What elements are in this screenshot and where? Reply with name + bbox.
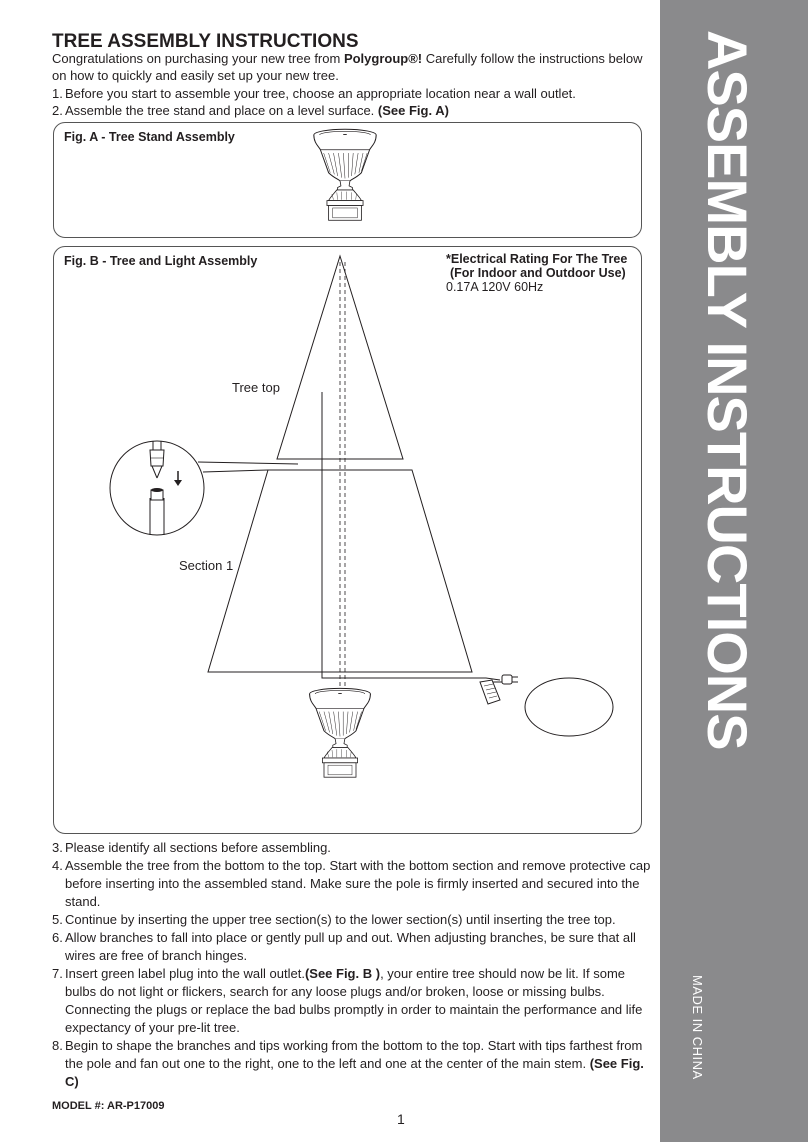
step-text: Before you start to assemble your tree, choose an appropriate location near a wall outlet. bbox=[65, 86, 576, 101]
made-in-label: MADE IN CHINA bbox=[690, 975, 705, 1080]
step-text: Assemble the tree stand and place on a level surface. bbox=[65, 103, 378, 118]
figure-reference: (See Fig. C) bbox=[65, 1056, 644, 1089]
brand-name: Polygroup®! bbox=[343, 51, 423, 66]
step-number: 2. bbox=[52, 103, 63, 118]
step-text: Please identify all sections before assembling. bbox=[65, 840, 331, 855]
figure-reference: (See Fig. B ) bbox=[304, 966, 381, 981]
step-5 bbox=[52, 911, 652, 929]
step-4 bbox=[52, 857, 652, 911]
fig-b-label: Fig. B - Tree and Light Assembly bbox=[64, 254, 258, 268]
step-8 bbox=[52, 1037, 652, 1091]
step-number: 8. bbox=[52, 1038, 63, 1053]
rating-title-1: *Electrical Rating For The Tree bbox=[446, 252, 628, 266]
intro-prefix: Congratulations on purchasing your new tree from bbox=[52, 51, 344, 66]
steps-bottom-list bbox=[52, 839, 652, 1091]
step-number: 3. bbox=[52, 840, 63, 855]
step-text: Continue by inserting the upper tree section(s) to the lower section(s) until inserting the tree top. bbox=[65, 912, 616, 927]
rating-value: 0.17A 120V 60Hz bbox=[446, 280, 544, 294]
step-6 bbox=[52, 929, 652, 965]
green-label-tag bbox=[480, 680, 500, 704]
model-number: MODEL #: AR-P17009 bbox=[52, 1100, 165, 1112]
rating-title-2: (For Indoor and Outdoor Use) bbox=[450, 266, 626, 280]
fig-a-label: Fig. A - Tree Stand Assembly bbox=[64, 130, 235, 144]
page-number: 1 bbox=[397, 1111, 405, 1127]
page-title: TREE ASSEMBLY INSTRUCTIONS bbox=[52, 31, 359, 52]
tree-top-label: Tree top bbox=[232, 380, 280, 395]
intro-suffix: Carefully follow the instructions below on how to quickly and easily set up your new tree. bbox=[52, 51, 643, 83]
step-number: 1. bbox=[52, 86, 63, 101]
step-text: Assemble the tree from the bottom to the top. Start with the bottom section and remove protective cap before inserting into the assembled stand. Make sure the pole is firmly inserted and secured into the stand. bbox=[65, 858, 651, 909]
step-7 bbox=[52, 965, 652, 1037]
step-number: 4. bbox=[52, 858, 63, 873]
figure-reference: (See Fig. A) bbox=[377, 103, 449, 118]
tree-stand-drawing-b bbox=[310, 688, 371, 777]
step-number: 6. bbox=[52, 930, 63, 945]
tree-stand-drawing-a bbox=[314, 129, 376, 220]
step-text-continued: , your entire tree should now be lit. If some bulbs do not light or flickers, search for any loose plugs and/or broken, loose or missing bulbs. Connecting the plugs or replace the bad bulbs promptly in order to maintain the performance and life expectancy of your pre-lit tree. bbox=[65, 966, 643, 1035]
sidebar-title: ASSEMBLY INSTRUCTIONS bbox=[696, 30, 759, 750]
plug-callout-bubble bbox=[525, 678, 613, 736]
step-text: Allow branches to fall into place or gently pull up and out. When adjusting branches, be sure that all wires are free of branch hinges. bbox=[65, 930, 636, 963]
step-number: 5. bbox=[52, 912, 63, 927]
step-3 bbox=[52, 839, 652, 857]
step-text: Insert green label plug into the wall outlet. bbox=[65, 966, 305, 981]
step-number: 7. bbox=[52, 966, 63, 981]
section-1-label: Section 1 bbox=[179, 558, 234, 573]
step-text: Begin to shape the branches and tips working from the bottom to the top. Start with tips farthest from the pole and fan out one to the right, one to the left and one at the center of the main stem. bbox=[65, 1038, 643, 1071]
